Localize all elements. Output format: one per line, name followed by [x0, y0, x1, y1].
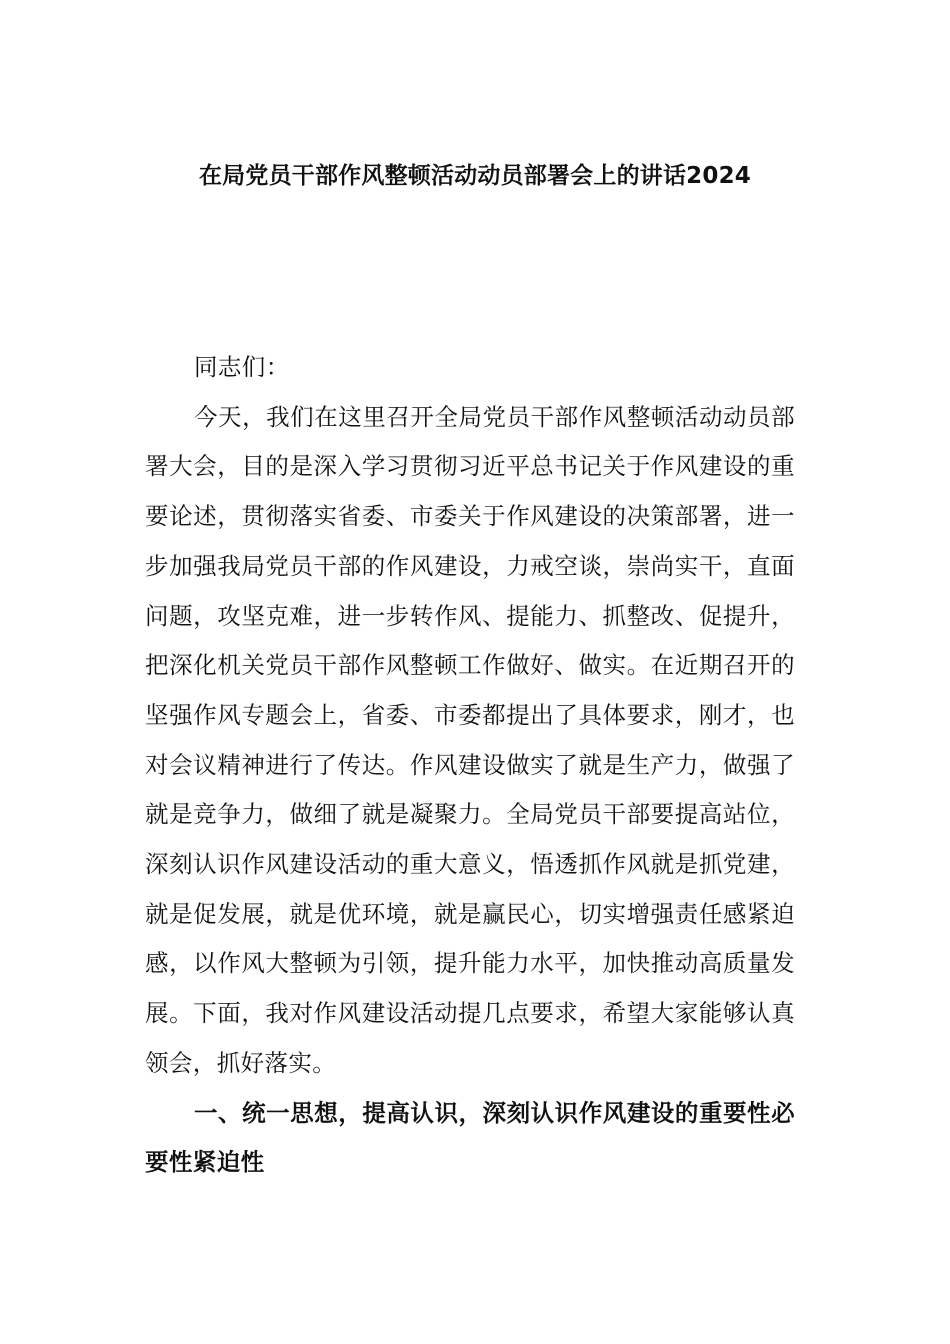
- section-heading-1: 一、统一思想，提高认识，深刻认识作风建设的重要性必要性紧迫性: [145, 1098, 795, 1177]
- document-title: 在局党员干部作风整顿活动动员部署会上的讲话2024: [198, 163, 751, 189]
- paragraph-intro: 今天，我们在这里召开全局党员干部作风整顿活动动员部署大会，目的是深入学习贯彻习近平总书记关于作风建设的重要论述，贯彻落实省委、市委关于作风建设的决策部署，进一步加强我局党员干部的作风建设，力戒空谈，崇尚实干，直面问题，攻坚克难，进一步转作风、提能力、抓整改、促提升，把深化机关党员干部作风整顿工作做好、做实。在近期召开的坚强作风专题会上，省委、市委都提出了具体要求，刚才，也对会议精神进行了传达。作风建设做实了就是生产力，做强了就是竞争力，做细了就是凝聚力。全局党员干部要提高站位，深刻认识作风建设活动的重大意义，悟透抓作风就是抓党建，就是促发展，就是优环境，就是赢民心，切实增强责任感紧迫感，以作风大整顿为引领，提升能力水平，加快推动高质量发展。下面，我对作风建设活动提几点要求，希望大家能够认真领会，抓好落实。: [145, 402, 795, 1077]
- salutation: 同志们：: [194, 353, 290, 381]
- document-body: [145, 343, 795, 1188]
